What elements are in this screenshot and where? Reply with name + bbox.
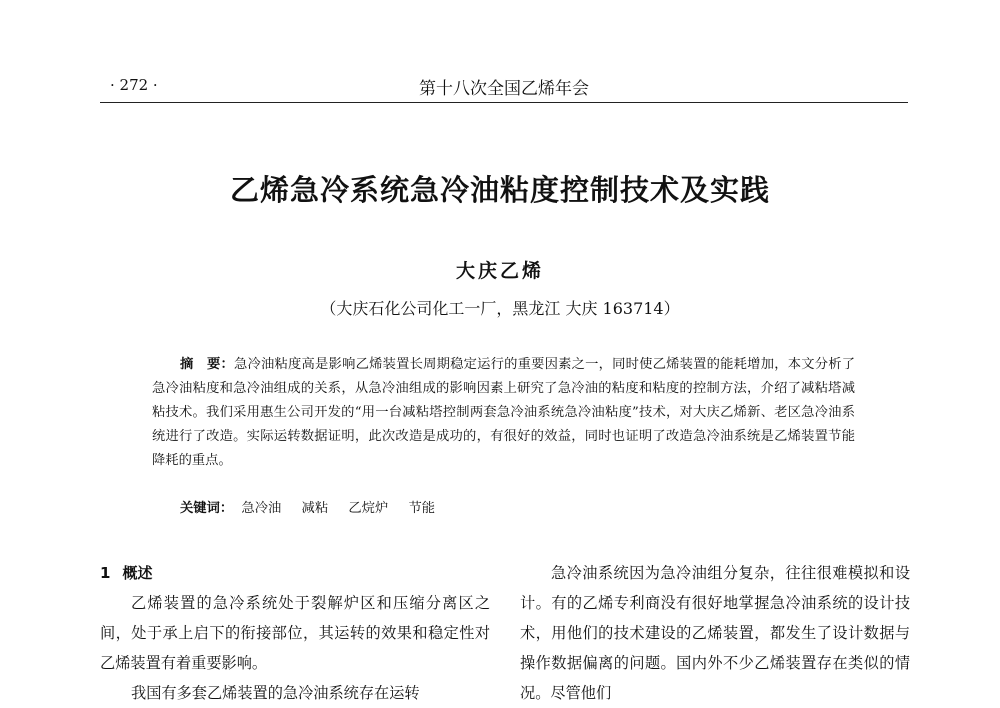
- body-paragraph: 我国有多套乙烯装置的急冷油系统存在运转: [131, 684, 420, 702]
- keywords-label: 关键词：: [180, 501, 234, 516]
- section-heading: [100, 558, 490, 588]
- abstract: [152, 353, 855, 473]
- running-header: [100, 70, 908, 103]
- body-paragraph: 急冷油系统因为急冷油组分复杂，往往很难模拟和设计。有的乙烯专利商没有很好地掌握急冷油系统的设计技术，用他们的技术建设的乙烯装置，都发生了设计数据与操作数据偏离的问题。国内外不少乙烯装置存在类似的情况。尽管他们: [520, 564, 910, 702]
- keyword: 节能: [408, 501, 436, 516]
- page-number: · 272 ·: [110, 76, 158, 94]
- body-column-left: [100, 558, 490, 708]
- abstract-text: 急冷油粘度高是影响乙烯装置长周期稳定运行的重要因素之一，同时使乙烯装置的能耗增加，本文分析了急冷油粘度和急冷油组成的关系，从急冷油组成的影响因素上研究了急冷油的粘度和粘度的控制方法，介绍了减粘塔减粘技术。我们采用惠生公司开发的“用一台减粘塔控制两套急冷油系统急冷油粘度”技术，对大庆乙烯新、老区急冷油系统进行了改造。实际运转数据证明，此次改造是成功的，有很好的效益，同时也证明了改造急冷油系统是乙烯装置节能降耗的重点。: [152, 357, 856, 468]
- affiliation: （大庆石化公司化工一厂，黑龙江 大庆 163714）: [320, 299, 680, 318]
- keyword: 乙烷炉: [348, 501, 389, 516]
- keyword: 急冷油: [241, 501, 282, 516]
- abstract-label: 摘 要：: [180, 357, 235, 372]
- section-title: 概述: [122, 564, 153, 582]
- keywords: [180, 497, 860, 516]
- author: 大庆乙烯: [455, 260, 544, 282]
- body-column-right: [520, 558, 910, 708]
- body-paragraph: 乙烯装置的急冷系统处于裂解炉区和压缩分离区之间，处于承上启下的衔接部位，其运转的效果和稳定性对乙烯装置有着重要影响。: [100, 594, 490, 672]
- conference-name: 第十八次全国乙烯年会: [419, 79, 589, 99]
- keyword: 减粘: [301, 501, 329, 516]
- section-number: 1: [100, 564, 111, 582]
- paper-title: 乙烯急冷系统急冷油粘度控制技术及实践: [229, 173, 770, 207]
